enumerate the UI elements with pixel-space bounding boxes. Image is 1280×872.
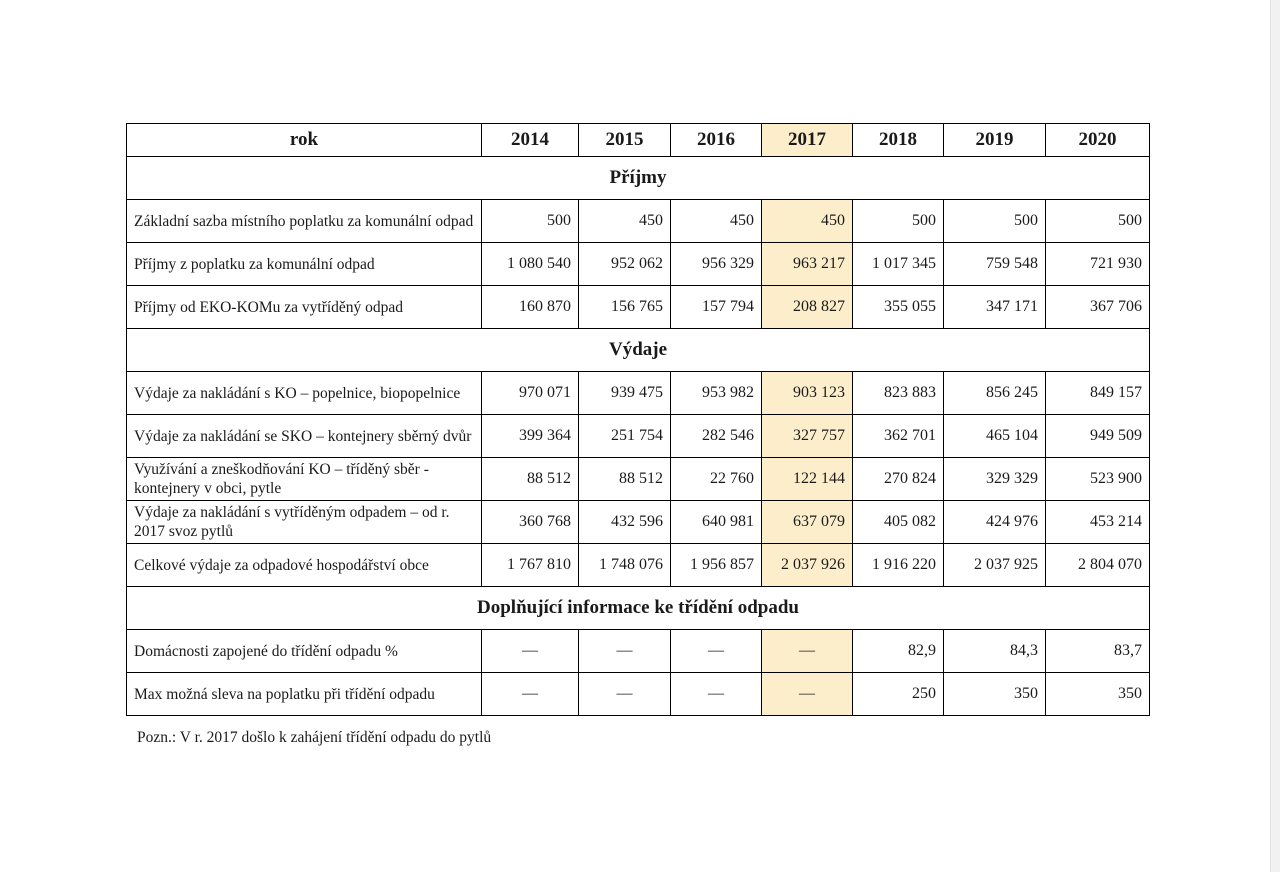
table-cell: 1 748 076 [579,544,671,587]
table-cell: 721 930 [1046,243,1150,286]
table-cell: 347 171 [944,286,1046,329]
table-cell: 970 071 [482,372,579,415]
row-label: Výdaje za nakládání s KO – popelnice, biopopelnice [127,372,482,415]
table-cell: — [671,630,762,673]
table-cell: 84,3 [944,630,1046,673]
table-row [127,544,1150,587]
section-title: Doplňující informace ke třídění odpadu [127,587,1150,630]
table-row [127,372,1150,415]
header-year: 2020 [1046,124,1150,157]
page-scrollbar[interactable] [1270,0,1280,872]
header-year-highlighted: 2017 [762,124,853,157]
table-cell: 939 475 [579,372,671,415]
table-cell: 329 329 [944,458,1046,501]
header-year: 2018 [853,124,944,157]
table-cell: 956 329 [671,243,762,286]
table-cell: — [671,673,762,716]
row-label: Využívání a zneškodňování KO – tříděný sběr - kontejnery v obci, pytle [127,458,482,501]
header-year: 2014 [482,124,579,157]
section-title: Výdaje [127,329,1150,372]
header-year: 2016 [671,124,762,157]
table-cell: 82,9 [853,630,944,673]
table-cell: 88 512 [482,458,579,501]
table-cell: 500 [944,200,1046,243]
table-cell: 1 956 857 [671,544,762,587]
table-row [127,630,1150,673]
header-year-label: rok [127,124,482,157]
section-title: Příjmy [127,157,1150,200]
table-cell: 122 144 [762,458,853,501]
row-label: Základní sazba místního poplatku za komunální odpad [127,200,482,243]
row-label: Max možná sleva na poplatku při třídění odpadu [127,673,482,716]
table-cell: 759 548 [944,243,1046,286]
table-cell: 2 037 925 [944,544,1046,587]
table-cell: — [762,630,853,673]
table-cell: — [579,630,671,673]
table-cell: 399 364 [482,415,579,458]
table-cell: 350 [944,673,1046,716]
table-cell: — [579,673,671,716]
section-header-row [127,329,1150,372]
table-cell: 450 [671,200,762,243]
table-row [127,200,1150,243]
table-row [127,286,1150,329]
header-year: 2019 [944,124,1046,157]
table-cell: 88 512 [579,458,671,501]
table-cell: 949 509 [1046,415,1150,458]
row-label: Domácnosti zapojené do třídění odpadu % [127,630,482,673]
section-header-row [127,157,1150,200]
table-cell: 432 596 [579,501,671,544]
table-cell: 823 883 [853,372,944,415]
header-year: 2015 [579,124,671,157]
row-label: Výdaje za nakládání s vytříděným odpadem – od r. 2017 svoz pytlů [127,501,482,544]
table-cell: 22 760 [671,458,762,501]
table-cell: 450 [579,200,671,243]
table-cell: — [762,673,853,716]
table-cell: 270 824 [853,458,944,501]
table-cell: 500 [853,200,944,243]
table-cell: 849 157 [1046,372,1150,415]
table-cell: 856 245 [944,372,1046,415]
table-cell: 160 870 [482,286,579,329]
table-cell: 2 804 070 [1046,544,1150,587]
table-cell: 208 827 [762,286,853,329]
table-cell: 465 104 [944,415,1046,458]
table-cell: 500 [482,200,579,243]
table-row [127,458,1150,501]
table-row [127,501,1150,544]
table-cell: 903 123 [762,372,853,415]
table-cell: 327 757 [762,415,853,458]
table-cell: 350 [1046,673,1150,716]
table-cell: 362 701 [853,415,944,458]
table-cell: 1 916 220 [853,544,944,587]
table-cell: — [482,630,579,673]
row-label: Příjmy od EKO-KOMu za vytříděný odpad [127,286,482,329]
table-cell: 952 062 [579,243,671,286]
table-cell: — [482,673,579,716]
table-cell: 367 706 [1046,286,1150,329]
table-cell: 156 765 [579,286,671,329]
row-label: Celkové výdaje za odpadové hospodářství obce [127,544,482,587]
table-cell: 83,7 [1046,630,1150,673]
table-cell: 424 976 [944,501,1046,544]
table-cell: 157 794 [671,286,762,329]
table-cell: 637 079 [762,501,853,544]
table-cell: 2 037 926 [762,544,853,587]
table-cell: 360 768 [482,501,579,544]
waste-management-table [126,123,1150,716]
table-row [127,673,1150,716]
table-cell: 1 080 540 [482,243,579,286]
table-cell: 405 082 [853,501,944,544]
table-cell: 500 [1046,200,1150,243]
table-cell: 355 055 [853,286,944,329]
table-cell: 963 217 [762,243,853,286]
table-cell: 450 [762,200,853,243]
table-cell: 953 982 [671,372,762,415]
table-cell: 251 754 [579,415,671,458]
header-row [127,124,1150,157]
table-row [127,243,1150,286]
table-cell: 1 017 345 [853,243,944,286]
table-cell: 1 767 810 [482,544,579,587]
footnote: Pozn.: V r. 2017 došlo k zahájení třídění odpadu do pytlů [137,729,492,746]
row-label: Příjmy z poplatku za komunální odpad [127,243,482,286]
table-cell: 523 900 [1046,458,1150,501]
table-cell: 250 [853,673,944,716]
section-header-row [127,587,1150,630]
table-cell: 640 981 [671,501,762,544]
table-cell: 453 214 [1046,501,1150,544]
row-label: Výdaje za nakládání se SKO – kontejnery sběrný dvůr [127,415,482,458]
table-row [127,415,1150,458]
table-cell: 282 546 [671,415,762,458]
